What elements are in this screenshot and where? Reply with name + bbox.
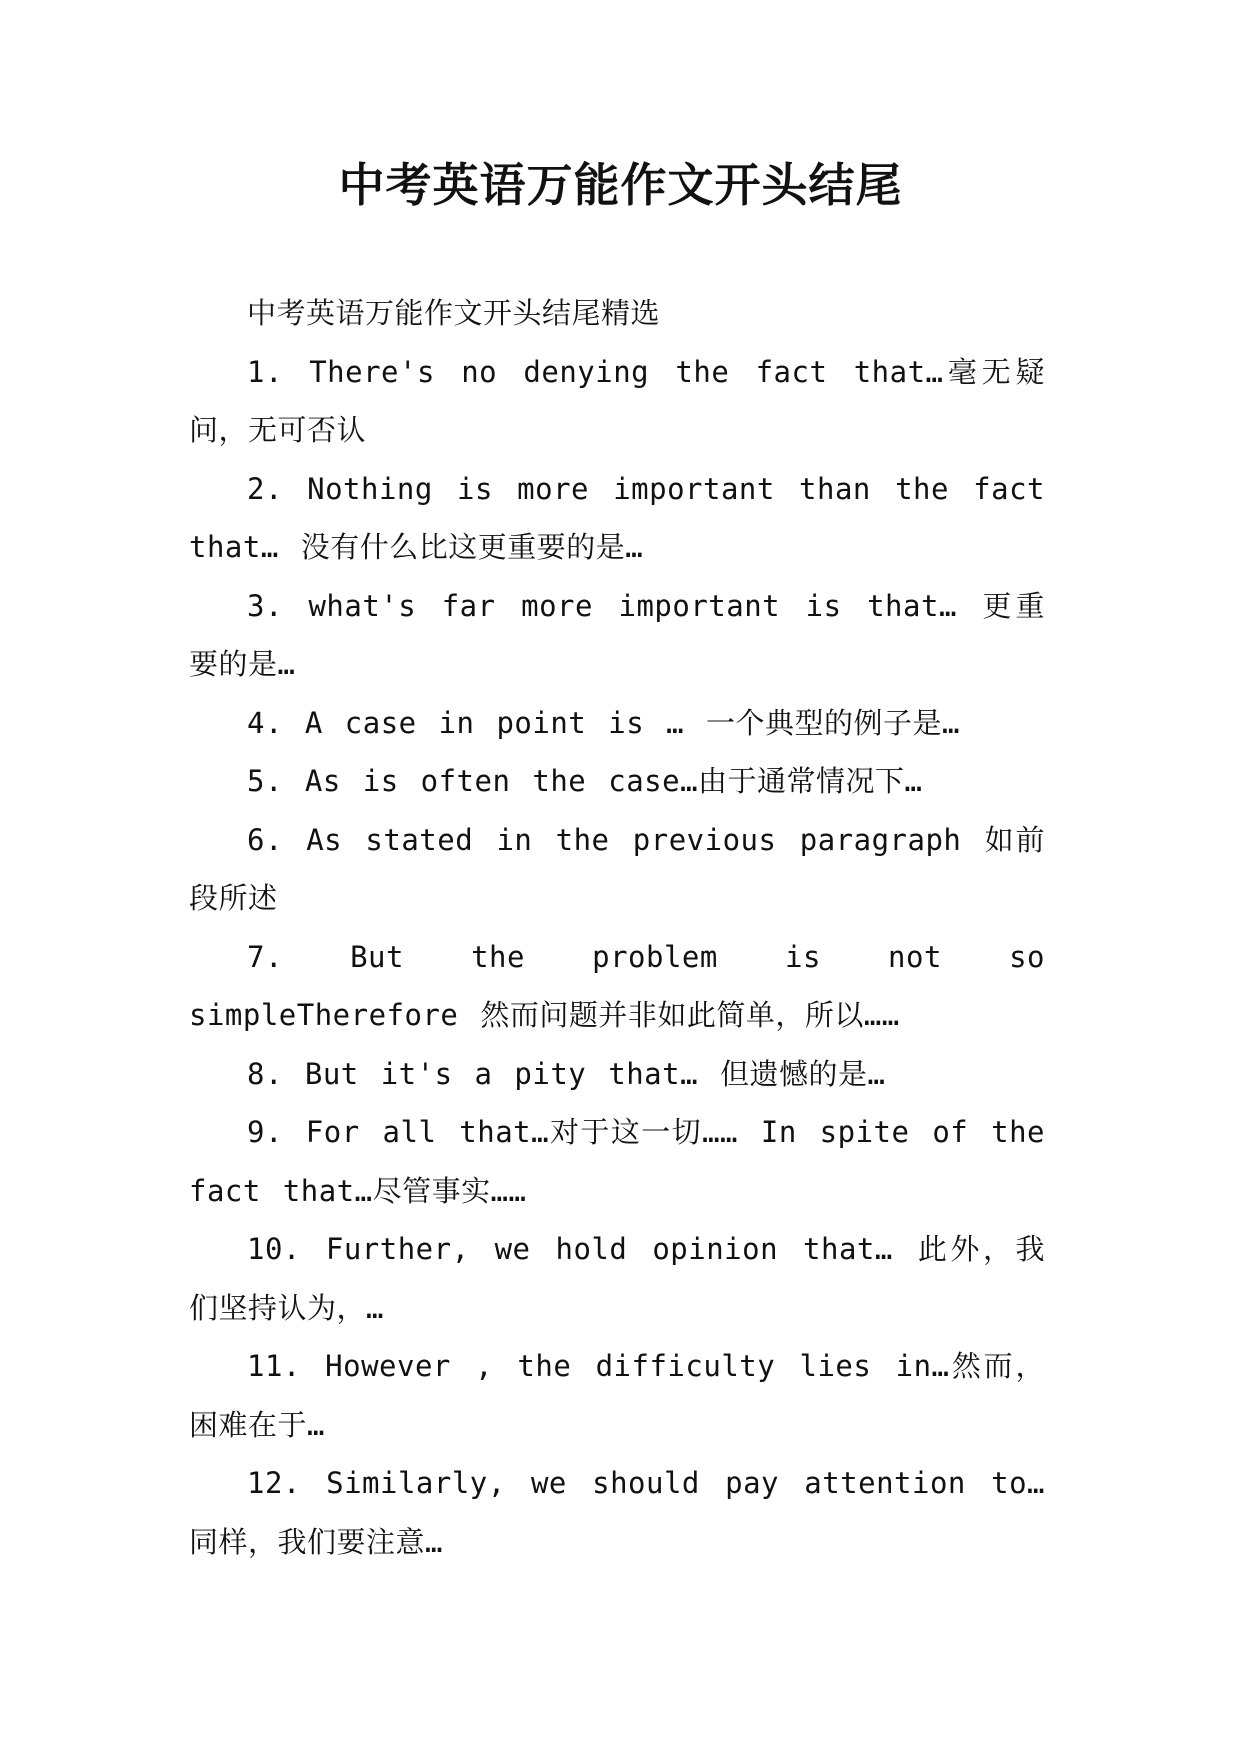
list-item: 6. As stated in the previous paragraph 如前段所述 <box>189 822 1045 915</box>
list-item: 10. Further, we hold opinion that… 此外，我们坚持认为，… <box>189 1232 1045 1325</box>
document-title: 中考英语万能作文开头结尾 <box>338 158 903 212</box>
document-body <box>189 284 1045 1571</box>
list-item: 7. But the problem is not so simpleTherefore 然而问题并非如此简单，所以…… <box>189 939 1045 1032</box>
list-item: 3. what's far more important is that… 更重要的是… <box>189 588 1045 681</box>
list-item: 5. As is often the case…由于通常情况下… <box>247 764 923 798</box>
list-item: 1. There's no denying the fact that…毫无疑问，无可否认 <box>189 354 1045 447</box>
list-item: 9. For all that…对于这一切…… In spite of the fact that…尽管事实…… <box>189 1115 1045 1208</box>
list-item: 4. A case in point is … 一个典型的例子是… <box>247 705 960 740</box>
list-item: 11. However , the difficulty lies in…然而，困难在于… <box>189 1349 1045 1442</box>
list-item: 2. Nothing is more important than the fact that… 没有什么比这更重要的是… <box>189 471 1045 564</box>
document-subtitle: 中考英语万能作文开头结尾精选 <box>247 296 661 330</box>
list-item: 12. Similarly, we should pay attention to… 同样，我们要注意… <box>189 1466 1045 1559</box>
list-item: 8. But it's a pity that… 但遗憾的是… <box>247 1056 886 1091</box>
